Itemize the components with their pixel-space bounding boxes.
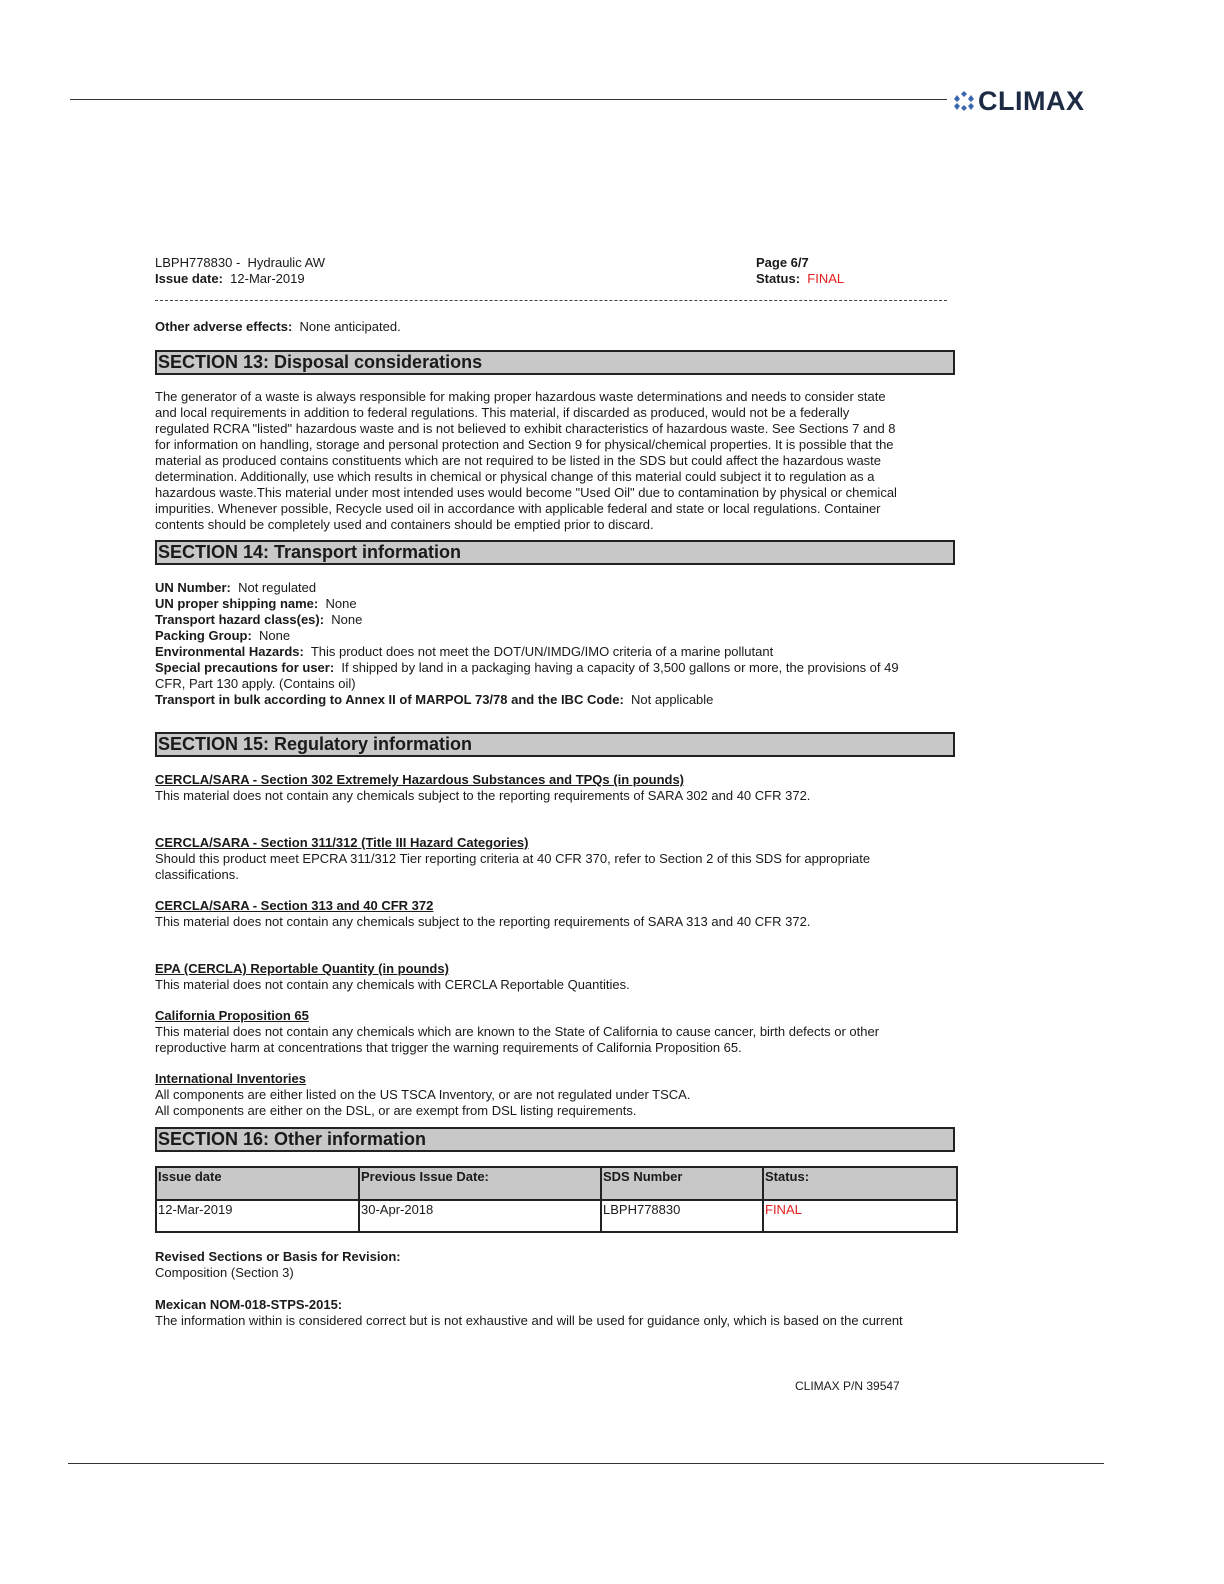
- status-label: Status:: [756, 271, 801, 286]
- transport-hazard-class: Transport hazard class(es): None: [155, 612, 363, 627]
- section-16-header: SECTION 16: Other information: [155, 1127, 955, 1152]
- table-cell: LBPH778830: [601, 1200, 763, 1232]
- climax-logo: [953, 86, 1085, 116]
- mexican-nom: Mexican NOM-018-STPS-2015: The information within is considered correct but is not exhaustive and will be used for guidance only, which is based on the current: [155, 1297, 903, 1328]
- revision-table: [155, 1166, 958, 1233]
- section-13-header: SECTION 13: Disposal considerations: [155, 350, 955, 375]
- section-15-body: CERCLA/SARA - Section 302 Extremely Hazardous Substances and TPQs (in pounds) This material does not contain any chemicals subject to the reporting requirements of SARA 302 and 40 CFR 372. CERCLA/SARA - Section 311/312 (Title III Hazard Categories) Should this product meet EPCRA 311/312 Tier reporting criteria at 40 CFR 370, refer to Section 2 of this SDS for appropriate classifications. CERCLA/SARA - Section 313 and 40 CFR 372 This material does not contain any chemicals subject to the reporting requirements of SARA 313 and 40 CFR 372. EPA (CERCLA) Reportable Quantity (in pounds) This material does not contain any chemicals with CERCLA Reportable Quantities. California Proposition 65 This material does not contain any chemicals which are known to the State of California to cause cancer, birth defects or other reproductive harm at concentrations that trigger the warning requirements of California Proposition 65. International Inventories All components are either listed on the US TSCA Inventory, or are not regulated under TSCA. All components are either on the DSL, or are exempt from DSL listing requirements.: [155, 772, 955, 1119]
- prop-65-title: California Proposition 65: [155, 1008, 309, 1023]
- sara-313-text: This material does not contain any chemicals subject to the reporting requirements of SARA 313 and 40 CFR 372.: [155, 914, 811, 929]
- bottom-rule: [68, 1463, 1104, 1464]
- table-cell: 12-Mar-2019: [156, 1200, 359, 1232]
- section-13-text: The generator of a waste is always responsible for making proper hazardous waste determinations and needs to consider state and local requirements in addition to federal regulations. This material, if discarded as produced, would not be a federally regulated RCRA "listed" hazardous waste and is not believed to exhibit characteristics of hazardous waste. See Sections 7 and 8 for information on handling, storage and personal protection and Section 9 for physical/chemical properties. It is possible that the material as produced contains constituents which are not required to be listed in the SDS but could affect the hazardous waste determination. Additionally, use which results in chemical or physical change of this material could subject it to regulation as a hazardous waste.This material under most intended uses would become "Used Oil" due to contamination by physical or chemical impurities. Whenever possible, Recycle used oil in accordance with applicable federal and state or local regulations. Container contents should be completely used and containers should be emptied prior to discard.: [155, 389, 897, 532]
- issue-date-label: Issue date:: [155, 271, 223, 286]
- prop-65-text: This material does not contain any chemicals which are known to the State of California to cause cancer, birth defects or other: [155, 1024, 880, 1039]
- dashed-divider: [155, 300, 947, 301]
- table-cell-status: FINAL: [763, 1200, 957, 1232]
- un-number: UN Number: Not regulated: [155, 580, 317, 595]
- sara-311-title: CERCLA/SARA - Section 311/312 (Title III Hazard Categories): [155, 835, 529, 850]
- special-precautions-cont: CFR, Part 130 apply. (Contains oil): [155, 676, 356, 691]
- special-precautions: Special precautions for user: If shipped by land in a packaging having a capacity of 3,500 gallons or more, the provisions of 49: [155, 660, 899, 675]
- table-header-row: [156, 1167, 957, 1200]
- sara-311-text: Should this product meet EPCRA 311/312 Tier reporting criteria at 40 CFR 370, refer to Section 2 of this SDS for appropriate: [155, 851, 871, 866]
- table-header: SDS Number: [601, 1167, 763, 1200]
- issue-date-value: 12-Mar-2019: [230, 271, 305, 286]
- sara-302-text: This material does not contain any chemicals subject to the reporting requirements of SARA 302 and 40 CFR 372.: [155, 788, 811, 803]
- section-14-header: SECTION 14: Transport information: [155, 540, 955, 565]
- epa-rq-title: EPA (CERCLA) Reportable Quantity (in pounds): [155, 961, 449, 976]
- sara-302-title: CERCLA/SARA - Section 302 Extremely Hazardous Substances and TPQs (in pounds): [155, 772, 685, 787]
- inventories-title: International Inventories: [155, 1071, 306, 1086]
- table-row: [156, 1200, 957, 1232]
- climax-hex-logo-icon: [953, 90, 975, 112]
- section-14-fields: [155, 580, 955, 708]
- logo-text: CLIMAX: [978, 86, 1085, 116]
- product-name: Hydraulic AW: [247, 255, 326, 270]
- section-15-header: SECTION 15: Regulatory information: [155, 732, 955, 757]
- table-cell: 30-Apr-2018: [359, 1200, 601, 1232]
- part-number: CLIMAX P/N 39547: [795, 1379, 900, 1393]
- top-rule: [70, 99, 947, 100]
- document-body: [155, 319, 955, 1329]
- environmental-hazards: Environmental Hazards: This product does not meet the DOT/UN/IMDG/IMO criteria of a marine pollutant: [155, 644, 774, 659]
- table-header: Status:: [763, 1167, 957, 1200]
- un-shipping-name: UN proper shipping name: None: [155, 596, 357, 611]
- table-header: Issue date: [156, 1167, 359, 1200]
- sara-313-title: CERCLA/SARA - Section 313 and 40 CFR 372: [155, 898, 434, 913]
- status-value: FINAL: [807, 271, 845, 286]
- page-number: Page 6/7: [756, 255, 809, 270]
- revised-sections: Revised Sections or Basis for Revision: Composition (Section 3): [155, 1249, 401, 1280]
- table-header: Previous Issue Date:: [359, 1167, 601, 1200]
- product-code: LBPH778830 -: [155, 255, 241, 270]
- transport-in-bulk: Transport in bulk according to Annex II of MARPOL 73/78 and the IBC Code: Not applicable: [155, 692, 714, 707]
- epa-rq-text: This material does not contain any chemicals with CERCLA Reportable Quantities.: [155, 977, 630, 992]
- other-adverse-effects: Other adverse effects: None anticipated.: [155, 319, 401, 334]
- inventories-text: All components are either listed on the US TSCA Inventory, or are not regulated under TSCA.: [155, 1087, 691, 1102]
- packing-group: Packing Group: None: [155, 628, 291, 643]
